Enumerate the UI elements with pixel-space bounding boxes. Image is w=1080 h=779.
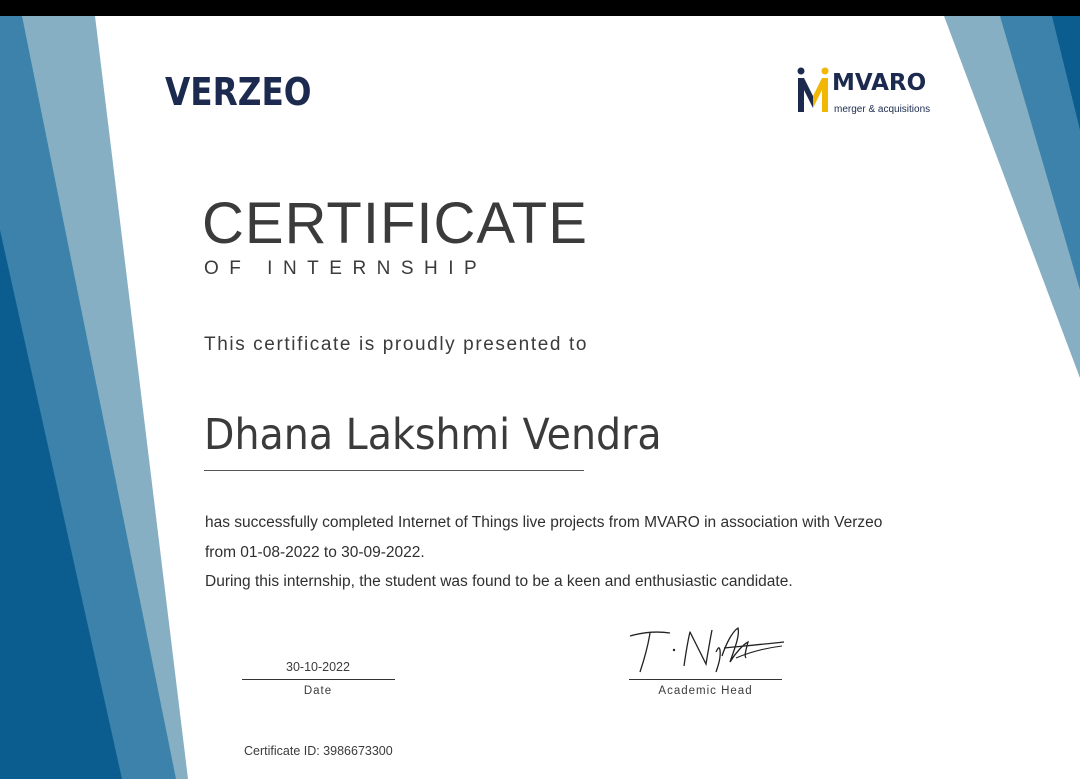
mvaro-logo xyxy=(796,66,956,118)
recipient-underline xyxy=(204,470,584,471)
date-line xyxy=(242,679,395,680)
certificate-body xyxy=(205,508,985,597)
verzeo-logo: VERZEO xyxy=(165,70,312,114)
body-line: During this internship, the student was found to be a keen and enthusiastic candidate. xyxy=(205,573,793,590)
signatory-label: Academic Head xyxy=(658,685,753,697)
body-line: from 01-08-2022 to 30-09-2022. xyxy=(205,543,425,561)
signature-line xyxy=(629,679,782,680)
certificate-subtitle: OF INTERNSHIP xyxy=(204,258,488,279)
recipient-name: Dhana Lakshmi Vendra xyxy=(204,410,662,460)
mvaro-name: MVARO xyxy=(832,70,927,96)
certificate-id: Certificate ID: 3986673300 xyxy=(244,744,393,758)
date-label: Date xyxy=(303,685,333,697)
signature xyxy=(626,622,788,678)
body-line: has successfully completed Internet of Things live projects from MVARO in association with Verzeo xyxy=(205,514,883,531)
mvaro-tagline: merger & acquisitions xyxy=(834,104,931,115)
presented-to-text: This certificate is proudly presented to xyxy=(204,334,588,355)
certificate-title: CERTIFICATE xyxy=(202,191,588,256)
mvaro-emblem-icon xyxy=(796,66,832,118)
date-value: 30-10-2022 xyxy=(286,660,350,674)
